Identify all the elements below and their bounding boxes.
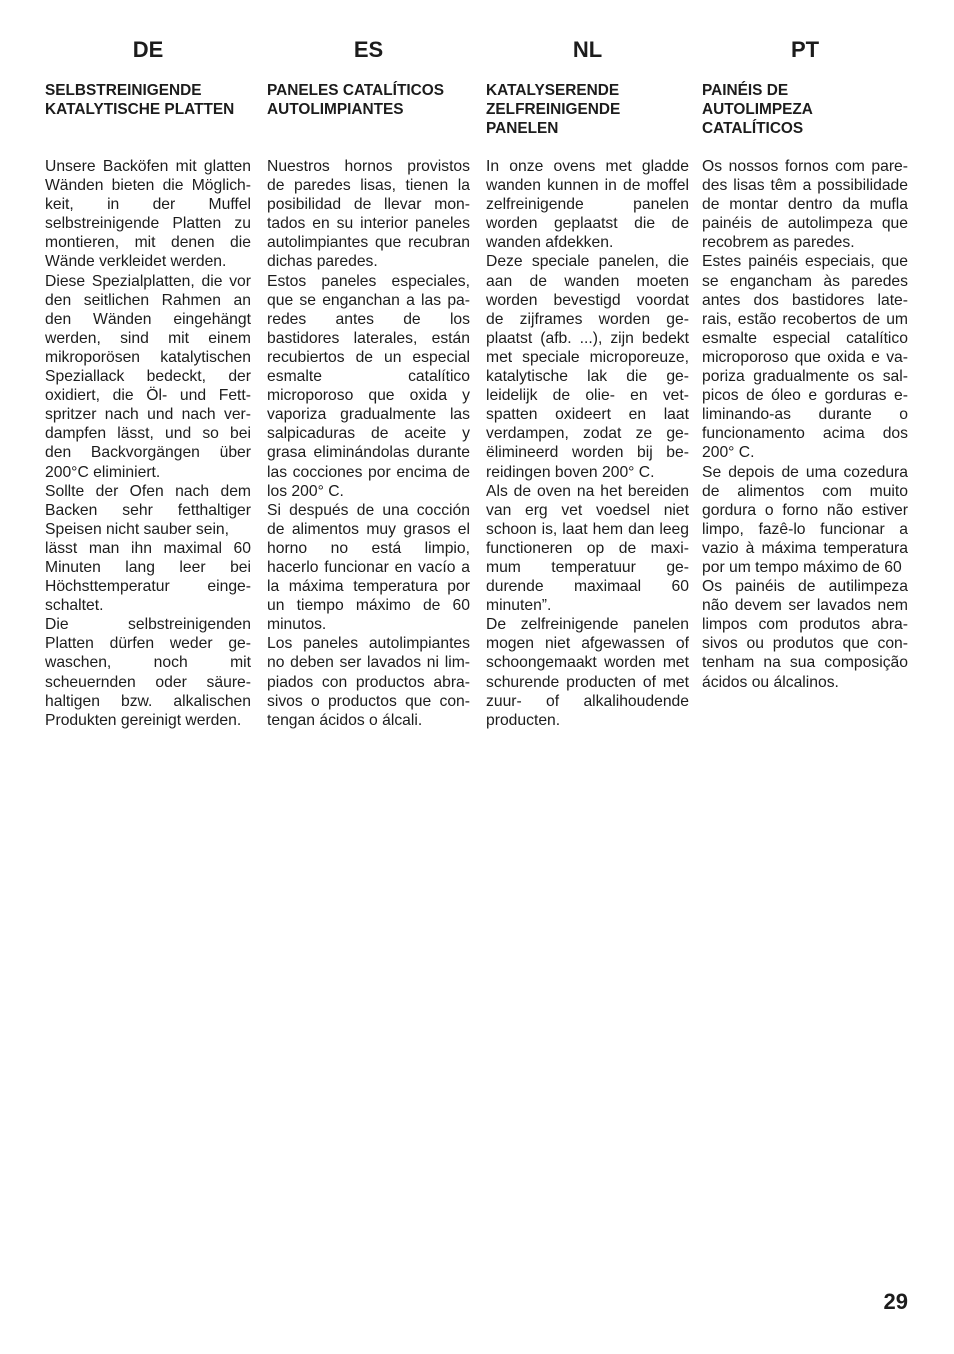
text-line: vazio à máxima temperatura (702, 539, 908, 557)
text-line: katalytische lak die ge- (486, 368, 689, 386)
text-line: Diese Spezialplatten, die vor (45, 272, 251, 290)
text-line: hacerlo funcionar en vacío a (267, 558, 470, 576)
section-heading (486, 81, 689, 138)
text-line: Speziallack bedeckt, der (45, 368, 251, 386)
text-line: schaltet. (45, 597, 104, 615)
text-line: se engancham às paredes (702, 272, 908, 290)
paragraph (486, 615, 689, 730)
text-line: Platten dürfen weder ge- (45, 635, 251, 653)
paragraph (702, 577, 908, 692)
paragraph (486, 252, 689, 481)
text-line: las cocciones por encima de (267, 463, 470, 481)
section-heading (267, 81, 470, 119)
text-line: de alimentos muy grasos el (267, 520, 470, 538)
heading-line: AUTOLIMPEZA (702, 101, 813, 119)
column-de (45, 0, 251, 760)
text-line: verdampen, zodat ze ge- (486, 425, 689, 443)
text-line: spritzer nach und nach ver- (45, 406, 251, 424)
text-line: De zelfreinigende panelen (486, 616, 689, 634)
heading-line: PANELEN (486, 120, 559, 138)
text-line: wanden kunnen in de moffel (486, 177, 689, 195)
paragraph (45, 615, 251, 730)
text-line: tados en su interior paneles (267, 215, 470, 233)
text-line: minutos. (267, 616, 327, 634)
paragraph (702, 157, 908, 252)
section-body (267, 157, 470, 730)
text-line: lässt man ihn maximal 60 (45, 539, 251, 557)
text-line: spatten oxideert en laat (486, 406, 689, 424)
heading-line: CATALÍTICOS (702, 120, 804, 138)
text-line: plaatst (afb. ...), zijn bedekt (486, 329, 689, 347)
text-line: painéis de autolimpeza que (702, 215, 908, 233)
text-line: waschen, noch mit (45, 654, 251, 672)
text-line: minuten”. (486, 597, 552, 615)
text-line: Si después de una cocción (267, 501, 470, 519)
text-line: 200°C eliminiert. (45, 463, 161, 481)
text-line: não devem ser lavados nem (702, 597, 908, 615)
text-line: In onze ovens met gladde (486, 158, 689, 175)
text-line: Höchsttemperatur einge- (45, 578, 251, 596)
text-line: selbstreinigende Platten zu (45, 215, 251, 233)
text-line: Wände verkleidet werden. (45, 253, 227, 271)
text-line: Nuestros hornos provistos (267, 158, 470, 175)
text-line: den seitlichen Rahmen an (45, 291, 251, 309)
text-line: sivos o productos que con- (267, 692, 470, 710)
text-line: Os painéis de autilimpeza (702, 578, 908, 596)
text-line: poriza gradualmente os sal- (702, 368, 908, 386)
text-line: functioneren op de maxi- (486, 539, 689, 557)
text-line: posibilidad de llevar mon- (267, 196, 470, 214)
text-line: de montar dentro da mufla (702, 196, 908, 214)
text-line: Los paneles autolimpiantes (267, 635, 470, 653)
page-number: 29 (883, 1289, 908, 1314)
text-line: de paredes lisas, tienen la (267, 177, 470, 195)
section-body (702, 157, 908, 692)
language-code: NL (572, 37, 603, 62)
text-line: rais, estão recobertos de um (702, 310, 908, 328)
text-line: aan de wanden moeten (486, 272, 689, 290)
text-line: autolimpiantes que recubran (267, 234, 470, 252)
text-line: den Backvorgängen über (45, 444, 251, 462)
language-code: ES (353, 37, 384, 62)
text-line: zelfreinigende panelen (486, 196, 689, 214)
paragraph (267, 634, 470, 729)
text-line: reidingen boven 200° C. (486, 463, 655, 481)
text-line: mum temperatuur ge- (486, 558, 689, 576)
paragraph (702, 463, 908, 578)
text-line: Produkten gereinigt werden. (45, 711, 242, 729)
text-line: Se depois de uma cozedura (702, 463, 908, 481)
text-line: scheuernden oder säure- (45, 673, 251, 691)
text-line: ácidos ou álcalinos. (702, 673, 839, 691)
column-es (267, 0, 470, 760)
text-line: esmalte especial catalítico (702, 329, 908, 347)
paragraph (267, 157, 470, 272)
text-line: Deze speciale panelen, die (486, 253, 689, 271)
text-line: zuur- of alkalihoudende (486, 692, 689, 710)
text-line: tenham na sua composição (702, 654, 908, 672)
text-line: limpo, fazê-lo funcionar a (702, 520, 908, 538)
text-line: un tiempo máximo de 60 (267, 597, 470, 615)
text-line: des lisas têm a possibilidade (702, 177, 908, 195)
text-line: Die selbstreinigenden (45, 616, 251, 634)
text-line: ëlimineerd worden bij be- (486, 444, 689, 462)
paragraph (45, 272, 251, 482)
text-line: oxidiert, die Öl- und Fett- (45, 387, 251, 405)
text-line: Sollte der Ofen nach dem (45, 482, 251, 500)
text-line: no deben ser lavados ni lim- (267, 654, 470, 672)
text-line: microporoso que oxida e va- (702, 348, 908, 366)
text-line: de alimentos com muito (702, 482, 908, 500)
text-line: limpos com produtos abra- (702, 616, 908, 634)
text-line: met speciale microporeuze, (486, 348, 689, 366)
text-line: durende maximaal 60 (486, 578, 689, 596)
heading-line: AUTOLIMPIANTES (267, 101, 404, 119)
text-line: den Wänden eingehängt (45, 310, 251, 328)
text-line: que se enganchan a las pa- (267, 291, 470, 309)
text-line: liminando-as durante o (702, 406, 908, 424)
text-line: montieren, mit denen die (45, 234, 251, 252)
paragraph (267, 272, 470, 501)
text-line: mogen niet afgewassen of (486, 635, 689, 653)
text-line: Estos paneles especiales, (267, 272, 470, 290)
paragraph (267, 501, 470, 635)
text-line: grasa eliminándolas durante (267, 444, 470, 462)
text-line: bastidores laterales, están (267, 329, 470, 347)
text-line: haltigen bzw. alkalischen (45, 692, 251, 710)
text-line: Wänden bieten die Möglich- (45, 177, 251, 195)
text-line: Unsere Backöfen mit glatten (45, 158, 251, 175)
text-line: recobrem as paredes. (702, 234, 855, 252)
text-line: recubiertos de un especial (267, 348, 470, 366)
text-line: microporoso que oxida y (267, 387, 470, 405)
language-code: PT (790, 37, 820, 62)
text-line: van erg vet voedsel niet (486, 501, 689, 519)
paragraph (702, 252, 908, 462)
text-line: Minuten lang leer bei (45, 558, 251, 576)
text-line: redes antes de los (267, 310, 470, 328)
text-line: Speisen nicht sauber sein, (45, 520, 230, 538)
text-line: por um tempo máximo de 60 (702, 558, 902, 576)
text-line: Backen sehr fetthaltiger (45, 501, 251, 519)
text-line: funcionamento acima dos (702, 425, 908, 443)
text-line: leidelijk de olie- en vet- (486, 387, 689, 405)
section-heading (45, 81, 251, 119)
heading-line: KATALYTISCHE PLATTEN (45, 101, 235, 119)
text-line: keit, in der Muffel (45, 196, 251, 214)
text-line: gordura o forno não estiver (702, 501, 908, 519)
text-line: worden geplaatst die de (486, 215, 689, 233)
text-line: wanden afdekken. (486, 234, 614, 252)
text-line: antes dos bastidores late- (702, 291, 908, 309)
section-heading (702, 81, 908, 138)
language-code: DE (132, 37, 164, 62)
heading-line: ZELFREINIGENDE (486, 101, 621, 119)
text-line: piados con productos abra- (267, 673, 470, 691)
text-line: la máxima temperatura por (267, 578, 470, 596)
text-line: los 200° C. (267, 482, 344, 500)
text-line: dichas paredes. (267, 253, 378, 271)
text-line: esmalte catalítico (267, 368, 470, 386)
heading-line: KATALYSERENDE (486, 82, 620, 99)
text-line: tengan ácidos o álcali. (267, 711, 423, 729)
paragraph (486, 157, 689, 252)
text-line: Estes painéis especiais, que (702, 253, 908, 271)
text-line: sivos ou produtos que con- (702, 635, 908, 653)
column-nl (486, 0, 689, 760)
heading-line: SELBSTREINIGENDE (45, 82, 202, 99)
section-body (486, 157, 689, 730)
text-line: werden, sind mit einem (45, 329, 251, 347)
heading-line: PANELES CATALÍTICOS (267, 82, 444, 99)
text-line: mikroporösen katalytischen (45, 348, 251, 366)
text-line: schurende producten of met (486, 673, 689, 691)
text-line: salpicaduras de aceite y (267, 425, 470, 443)
text-line: schoongemaakt worden met (486, 654, 689, 672)
text-line: dampfen lässt, und so bei (45, 425, 251, 443)
text-line: Os nossos fornos com pare- (702, 158, 908, 175)
text-line: vaporiza gradualmente las (267, 406, 470, 424)
text-line: producten. (486, 711, 561, 729)
column-pt (702, 0, 908, 760)
text-line: picos de óleo e gorduras e- (702, 387, 908, 405)
section-body (45, 157, 251, 730)
text-line: Als de oven na het bereiden (486, 482, 689, 500)
text-line: de zijframes worden ge- (486, 310, 689, 328)
paragraph (45, 157, 251, 272)
heading-line: PAINÉIS DE (702, 82, 789, 99)
paragraph (45, 482, 251, 616)
text-line: 200° C. (702, 444, 755, 462)
text-line: worden bevestigd voordat (486, 291, 689, 309)
text-line: horno no está limpio, (267, 539, 470, 557)
paragraph (486, 482, 689, 616)
text-line: schoon is, laat hem dan leeg (486, 520, 689, 538)
